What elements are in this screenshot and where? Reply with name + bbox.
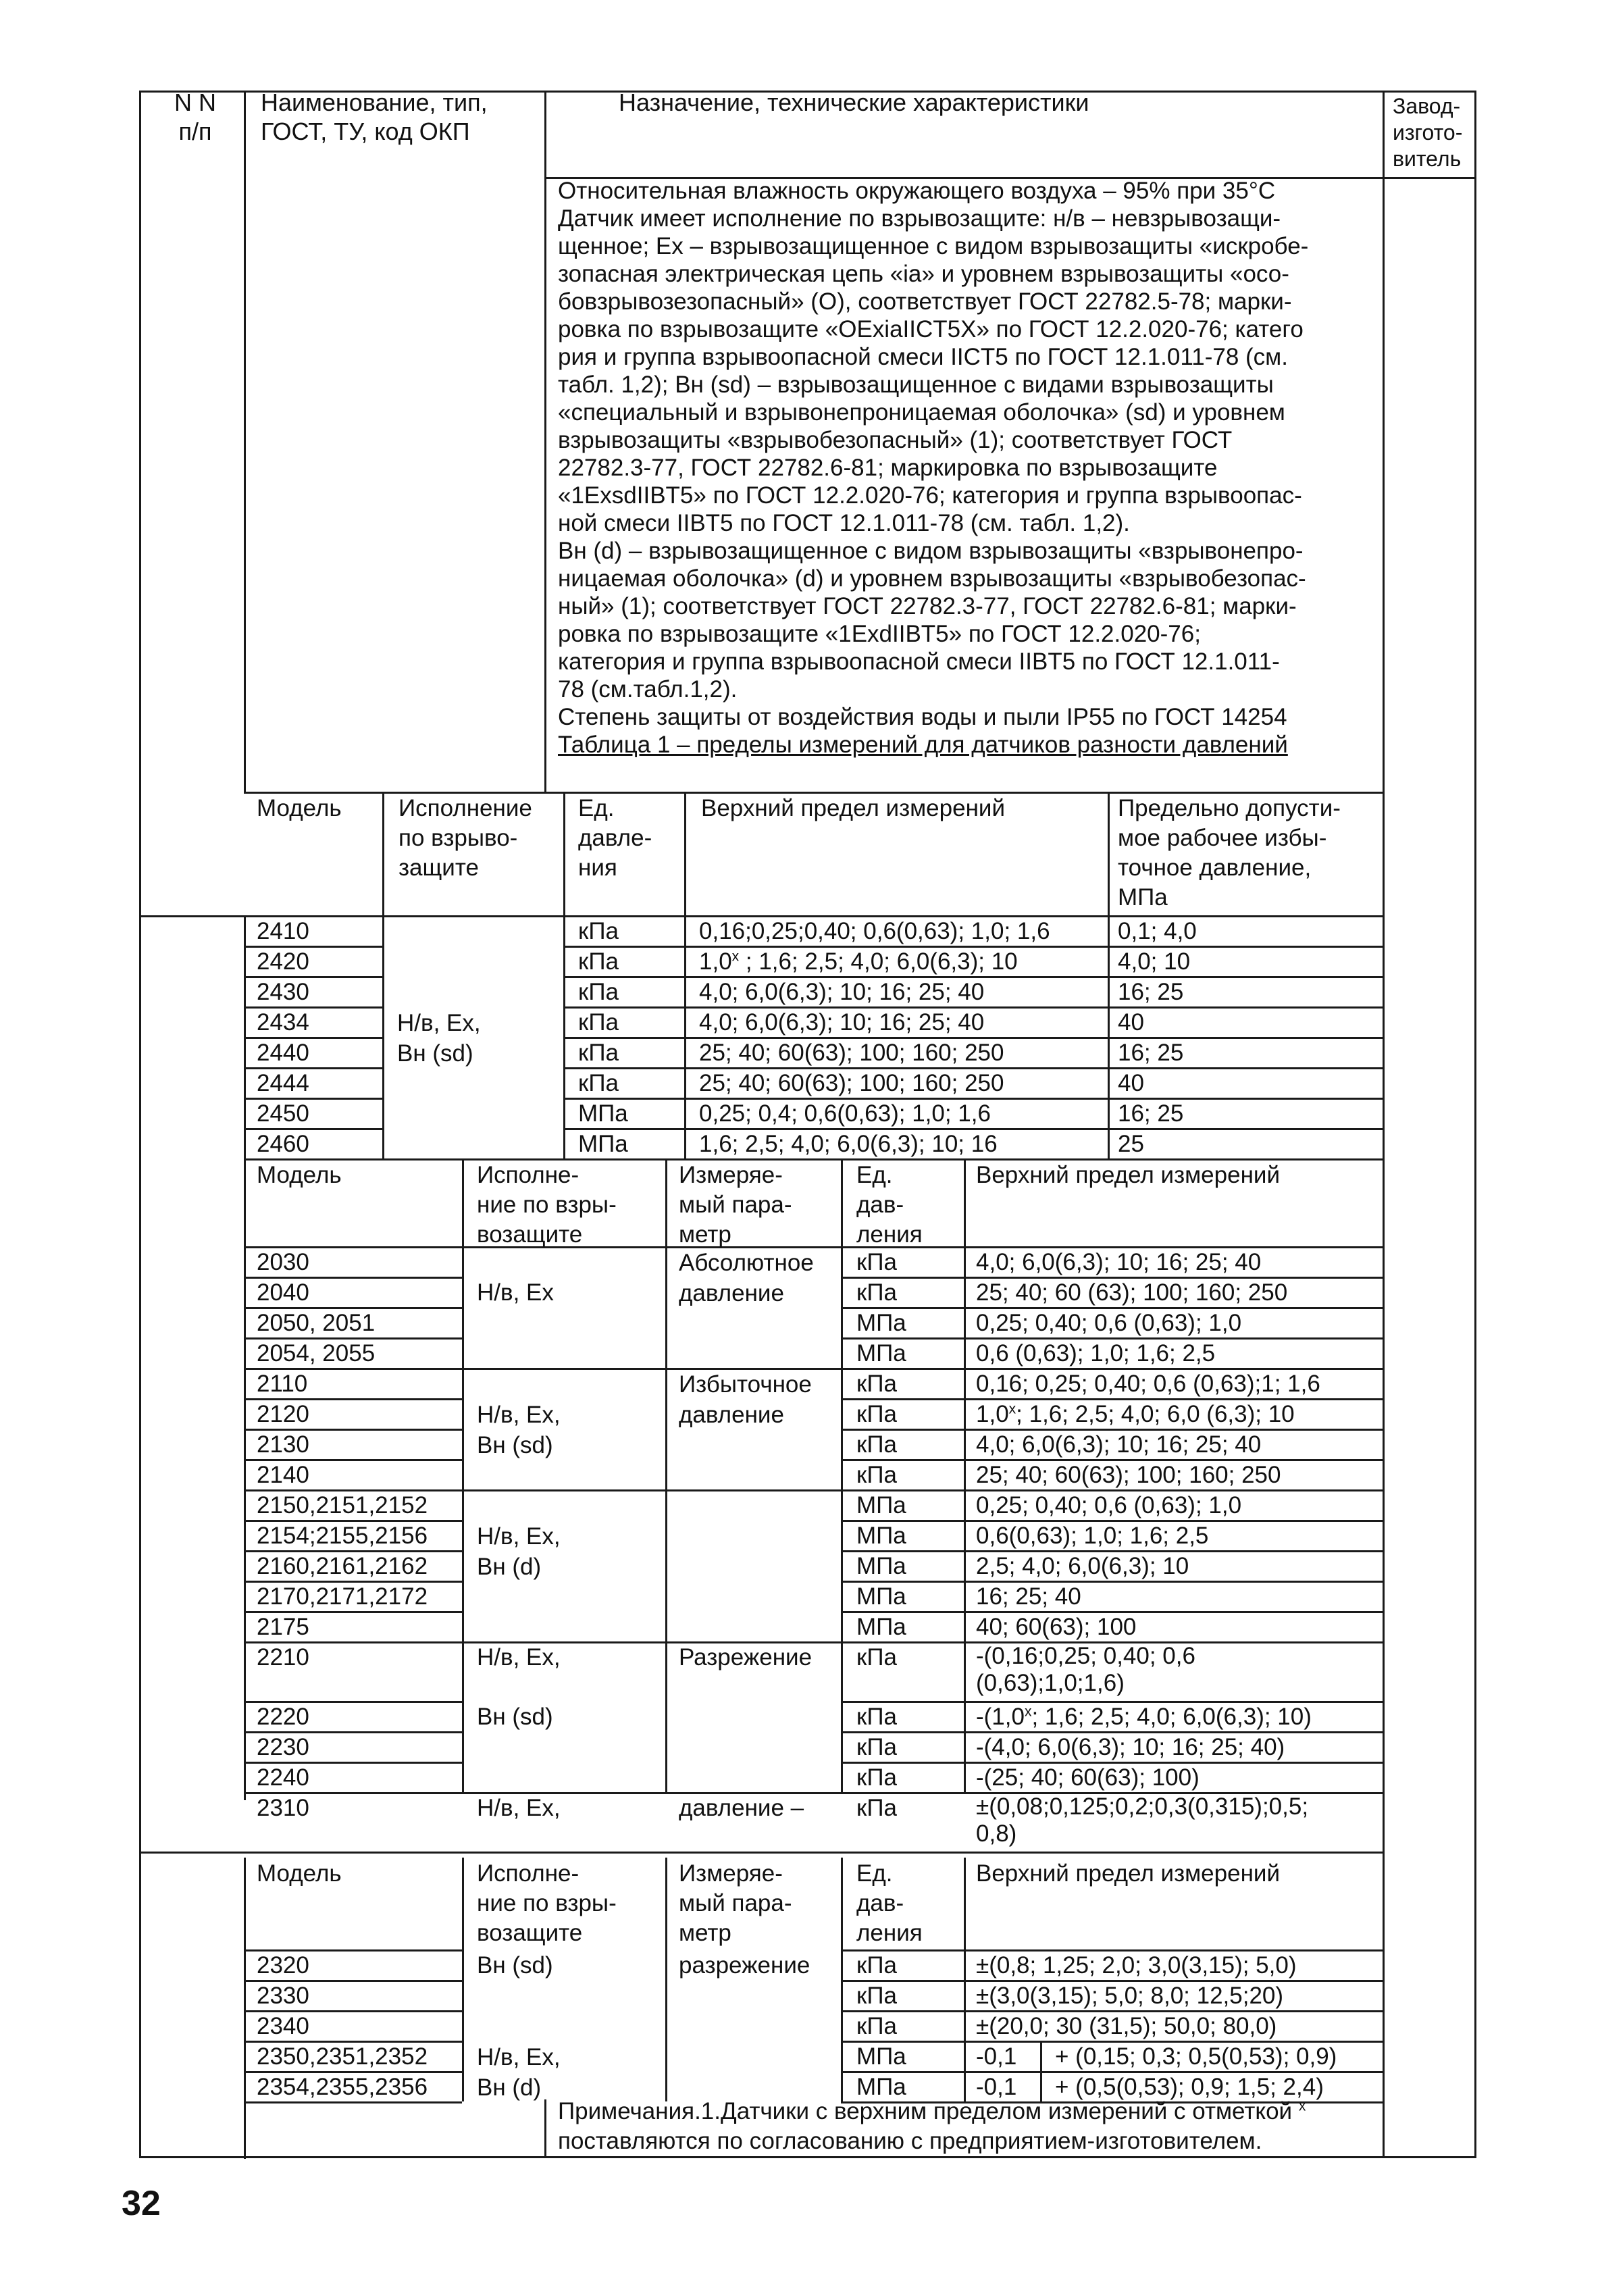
t2-g4-exec2: Вн (sd) (477, 1704, 553, 1730)
table-row-upper: 0,6(0,63); 1,0; 1,6; 2,5 (976, 1523, 1209, 1549)
table-row-upper: 4,0; 6,0(6,3); 10; 16; 25; 40 (699, 1009, 985, 1036)
description-line: Вн (d) – взрывозащищенное с видом взрывозащиты «взрывонепро- (558, 538, 1304, 564)
table-row-upper: 2,5; 4,0; 6,0(6,3); 10 (976, 1553, 1189, 1579)
table-row-model: 2120 (257, 1401, 309, 1427)
table-row-model: 2330 (257, 1983, 309, 2009)
table-row-unit: кПа (856, 1952, 897, 1979)
table-row-unit: кПа (856, 1249, 897, 1275)
table-row-upper: 0,25; 0,4; 0,6(0,63); 1,0; 1,6 (699, 1100, 991, 1127)
table-row-max: 16; 25 (1118, 1100, 1184, 1127)
table-row-unit: МПа (856, 2074, 906, 2100)
t2-g5-param: давление – (679, 1795, 804, 1821)
t3-model-header: Модель (257, 1860, 342, 1887)
table-row-unit: кПа (856, 1983, 897, 2009)
table-row-unit: МПа (856, 1340, 906, 1367)
table-row-model: 2434 (257, 1009, 309, 1036)
table-row-model: 2350,2351,2352 (257, 2043, 428, 2070)
col-exec-header: Исполнение по взрыво- защите (398, 795, 532, 881)
table-row-model: 2420 (257, 948, 309, 975)
table-row-model: 2175 (257, 1614, 309, 1640)
col-upper-header: Верхний предел измерений (701, 795, 1006, 821)
t3-param-header: Измеряе- мый пара- метр (679, 1860, 792, 1946)
table-row-model: 2054, 2055 (257, 1340, 376, 1367)
table-row-unit: МПа (856, 1553, 906, 1579)
table-row-upper: 0,25; 0,40; 0,6 (0,63); 1,0 (976, 1310, 1242, 1336)
description-line: взрывозащиты «взрывобезопасный» (1); соответствует ГОСТ (558, 427, 1233, 453)
table-row-model: 2160,2161,2162 (257, 1553, 428, 1579)
table-row-upper: 0,6 (0,63); 1,0; 1,6; 2,5 (976, 1340, 1216, 1367)
table-row-model: 2410 (257, 918, 309, 944)
table-row-model: 2340 (257, 2013, 309, 2039)
table-row-model: 2150,2151,2152 (257, 1492, 428, 1519)
col-unit-header: Ед. давле- ния (578, 795, 652, 881)
table-row-unit: кПа (856, 1764, 897, 1791)
t2-param-header: Измеряе- мый пара- метр (679, 1162, 792, 1248)
table-row-max: 16; 25 (1118, 1040, 1184, 1066)
description-line: рия и группа взрывоопасной смеси IICT5 по ГОСТ 12.1.011-78 (см. (558, 344, 1288, 370)
table-row-upper: ±(0,08;0,125;0,2;0,3(0,315);0,5; 0,8) (976, 1793, 1309, 1847)
table-row-model: 2130 (257, 1431, 309, 1458)
description-line: ровка по взрывозащите «ОЕхiaIICT5X» по ГОСТ 12.2.020-76; катего (558, 316, 1304, 342)
description-line: Степень защиты от воздействия воды и пыли IP55 по ГОСТ 14254 (558, 704, 1287, 730)
table-row-model: 2030 (257, 1249, 309, 1275)
description-line: «специальный и взрывонепроницаемая оболочка» (sd) и уровнем (558, 399, 1285, 426)
table-row-upper: 4,0; 6,0(6,3); 10; 16; 25; 40 (699, 979, 985, 1005)
table-row-upper: 1,0$^x$; 1,6; 2,5; 4,0; 6,0 (6,3); 10 (976, 1401, 1295, 1427)
table-row-unit: кПа (578, 948, 619, 975)
table-row-model: 2440 (257, 1040, 309, 1066)
table-row-unit: кПа (578, 1040, 619, 1066)
table-row-neg: -0,1 (976, 2043, 1017, 2070)
header-num: N N п/п (174, 88, 216, 145)
description (558, 177, 1375, 759)
description-line: ной смеси IIBT5 по ГОСТ 12.1.011-78 (см. табл. 1,2). (558, 510, 1130, 536)
table-row-unit: кПа (856, 2013, 897, 2039)
t2-exec-header: Исполне- ние по взры- возащите (477, 1162, 617, 1248)
table-row-model: 2210 (257, 1644, 309, 1670)
table-row-max: 40 (1118, 1070, 1144, 1096)
table-row-unit: кПа (578, 979, 619, 1005)
table-row-upper: 4,0; 6,0(6,3); 10; 16; 25; 40 (976, 1249, 1262, 1275)
table-row-upper: 0,25; 0,40; 0,6 (0,63); 1,0 (976, 1492, 1242, 1519)
t2-unit-header: Ед. дав- ления (856, 1162, 923, 1248)
table-row-upper: -(0,16;0,25; 0,40; 0,6 (0,63);1,0;1,6) (976, 1643, 1195, 1696)
table-row-model: 2450 (257, 1100, 309, 1127)
table-row-unit: кПа (578, 1070, 619, 1096)
table-row-model: 2354,2355,2356 (257, 2074, 428, 2100)
description-line: 22782.3-77, ГОСТ 22782.6-81; маркировка по взрывозащите (558, 455, 1218, 481)
t2-g5-exec: Н/в, Ех, (477, 1795, 561, 1821)
table-row-unit: МПа (578, 1100, 628, 1127)
description-line: ницаемая оболочка» (d) и уровнем взрывозащиты «взрывобезопас- (558, 565, 1306, 592)
table-row-upper: 0,16; 0,25; 0,40; 0,6 (0,63);1; 1,6 (976, 1371, 1320, 1397)
table-row-max: 4,0; 10 (1118, 948, 1191, 975)
table-row-unit: МПа (856, 1523, 906, 1549)
table-row-upper: -(4,0; 6,0(6,3); 10; 16; 25; 40) (976, 1734, 1285, 1760)
table-row-unit: кПа (856, 1431, 897, 1458)
table-row-upper: -(25; 40; 60(63); 100) (976, 1764, 1200, 1791)
table-row-unit: кПа (856, 1734, 897, 1760)
col-max-header: Предельно допусти- мое рабочее избы- точное давление, МПа (1118, 795, 1341, 911)
note: Примечания.1.Датчики с верхним пределом измерений с отметкой $^x$ поставляются по согласованию с предприятием-изготовителем. (558, 2098, 1306, 2154)
table-row-unit: кПа (856, 1401, 897, 1427)
table-row-unit: кПа (578, 918, 619, 944)
table-row-model: 2444 (257, 1070, 309, 1096)
table-row-neg: -0,1 (976, 2074, 1017, 2100)
table-row-unit: МПа (856, 1583, 906, 1610)
table-row-model: 2430 (257, 979, 309, 1005)
table-row-model: 2320 (257, 1952, 309, 1979)
table-row-max: 40 (1118, 1009, 1144, 1036)
table-row-upper: 1,6; 2,5; 4,0; 6,0(6,3); 10; 16 (699, 1131, 998, 1157)
t2-upper-header: Верхний предел измерений (976, 1162, 1281, 1188)
description-line: щенное; Ех – взрывозащищенное с видом взрывозащиты «искробе- (558, 233, 1309, 259)
table-row-unit: кПа (856, 1795, 897, 1821)
table-row-unit: кПа (856, 1462, 897, 1488)
header-purpose: Назначение, технические характеристики (619, 88, 1089, 116)
description-line: табл. 1,2); Вн (sd) – взрывозащищенное с видами взрывозащиты (558, 372, 1274, 398)
table-row-unit: кПа (856, 1704, 897, 1730)
table-row-upper: 1,0$^x$ ; 1,6; 2,5; 4,0; 6,0(6,3); 10 (699, 948, 1018, 975)
frame-right (1474, 91, 1476, 2158)
table-row-model: 2170,2171,2172 (257, 1583, 428, 1610)
t2-g2-param: Избыточное давление (679, 1371, 812, 1428)
frame-bottom (139, 2156, 1476, 2158)
table-row-model: 2230 (257, 1734, 309, 1760)
table-row-unit: МПа (856, 2043, 906, 2070)
description-line: категория и группа взрывоопасной смеси IIBT5 по ГОСТ 12.1.011- (558, 648, 1280, 675)
table-row-model: 2154;2155,2156 (257, 1523, 428, 1549)
table-row-upper: ±(3,0(3,15); 5,0; 8,0; 12,5;20) (976, 1983, 1284, 2009)
table-row-unit: кПа (856, 1279, 897, 1306)
t3-exec-a: Вн (sd) (477, 1952, 553, 1979)
description-line: Таблица 1 – пределы измерений для датчиков разности давлений (558, 732, 1288, 758)
description-line: Относительная влажность окружающего воздуха – 95% при 35°С (558, 178, 1276, 204)
table-row-unit: кПа (578, 1009, 619, 1036)
table-row-upper: ±(0,8; 1,25; 2,0; 3,0(3,15); 5,0) (976, 1952, 1297, 1979)
table-row-unit: МПа (856, 1614, 906, 1640)
t2-g1-exec: Н/в, Ех (477, 1279, 554, 1306)
table-row-model: 2110 (257, 1371, 308, 1397)
table-row-upper: 40; 60(63); 100 (976, 1614, 1137, 1640)
description-line: 78 (см.табл.1,2). (558, 676, 738, 703)
table-row-upper: -(1,0$^x$; 1,6; 2,5; 4,0; 6,0(6,3); 10) (976, 1704, 1312, 1730)
table-row-upper: 16; 25; 40 (976, 1583, 1081, 1610)
table-row-model: 2460 (257, 1131, 309, 1157)
table-row-max: 0,1; 4,0 (1118, 918, 1197, 944)
description-line: ровка по взрывозащите «1ExdIIBT5» по ГОСТ 12.2.020-76; (558, 621, 1201, 647)
table-row-model: 2140 (257, 1462, 309, 1488)
table1-exec-value: Н/в, Ех, Вн (sd) (397, 1010, 481, 1067)
table-row-model: 2040 (257, 1279, 309, 1306)
table-row-model: 2310 (257, 1795, 309, 1821)
table-row-upper: 4,0; 6,0(6,3); 10; 16; 25; 40 (976, 1431, 1262, 1458)
table-row-upper: 25; 40; 60(63); 100; 160; 250 (699, 1070, 1004, 1096)
table-row-upper: 0,16;0,25;0,40; 0,6(0,63); 1,0; 1,6 (699, 918, 1050, 944)
col-model-header: Модель (257, 795, 342, 821)
table-row-upper: 25; 40; 60(63); 100; 160; 250 (976, 1462, 1281, 1488)
t2-g1-param: Абсолютное давление (679, 1250, 814, 1306)
description-line: «1ExsdIIBT5» по ГОСТ 12.2.020-76; категория и группа взрывоопас- (558, 482, 1302, 509)
t2-model-header: Модель (257, 1162, 342, 1188)
table-row-upper: + (0,15; 0,3; 0,5(0,53); 0,9) (1055, 2043, 1337, 2070)
t3-exec-b: Н/в, Ех, Вн (d) (477, 2044, 561, 2101)
header-name: Наименование, тип, ГОСТ, ТУ, код ОКП (261, 88, 488, 145)
t3-param: разрежение (679, 1952, 810, 1979)
table-row-upper: 25; 40; 60 (63); 100; 160; 250 (976, 1279, 1288, 1306)
table-row-unit: кПа (856, 1371, 897, 1397)
t3-exec-header: Исполне- ние по взры- возащите (477, 1860, 617, 1946)
description-line: ный» (1); соответствует ГОСТ 22782.3-77, ГОСТ 22782.6-81; марки- (558, 593, 1297, 619)
table-row-upper: 25; 40; 60(63); 100; 160; 250 (699, 1040, 1004, 1066)
t2-g4-exec: Н/в, Ех, (477, 1644, 561, 1670)
table-row-unit: МПа (856, 1310, 906, 1336)
description-line: зопасная электрическая цепь «ia» и уровнем взрывозащиты «осо- (558, 261, 1289, 287)
table-row-max: 16; 25 (1118, 979, 1184, 1005)
description-line: Датчик имеет исполнение по взрывозащите: н/в – невзрывозащи- (558, 205, 1281, 232)
table-row-upper: + (0,5(0,53); 0,9; 1,5; 2,4) (1055, 2074, 1324, 2100)
t3-unit-header: Ед. дав- ления (856, 1860, 923, 1946)
header-maker: Завод- изгото- витель (1393, 94, 1463, 171)
t2-g3-exec: Н/в, Ех, Вн (d) (477, 1523, 561, 1580)
page-number: 32 (122, 2184, 161, 2223)
t2-g2-exec: Н/в, Ех, Вн (sd) (477, 1402, 561, 1458)
table-row-unit: МПа (578, 1131, 628, 1157)
description-line: бовзрывозезопасный» (О), соответствует ГОСТ 22782.5-78; марки- (558, 288, 1292, 315)
table-row-model: 2220 (257, 1704, 309, 1730)
frame-left (139, 91, 141, 2158)
t3-upper-header: Верхний предел измерений (976, 1860, 1281, 1887)
table-row-max: 25 (1118, 1131, 1144, 1157)
table-row-unit: кПа (856, 1644, 897, 1670)
table-row-unit: МПа (856, 1492, 906, 1519)
table-row-upper: ±(20,0; 30 (31,5); 50,0; 80,0) (976, 2013, 1277, 2039)
table-row-model: 2050, 2051 (257, 1310, 376, 1336)
table-row-model: 2240 (257, 1764, 309, 1791)
t2-g4-param: Разрежение (679, 1644, 813, 1670)
